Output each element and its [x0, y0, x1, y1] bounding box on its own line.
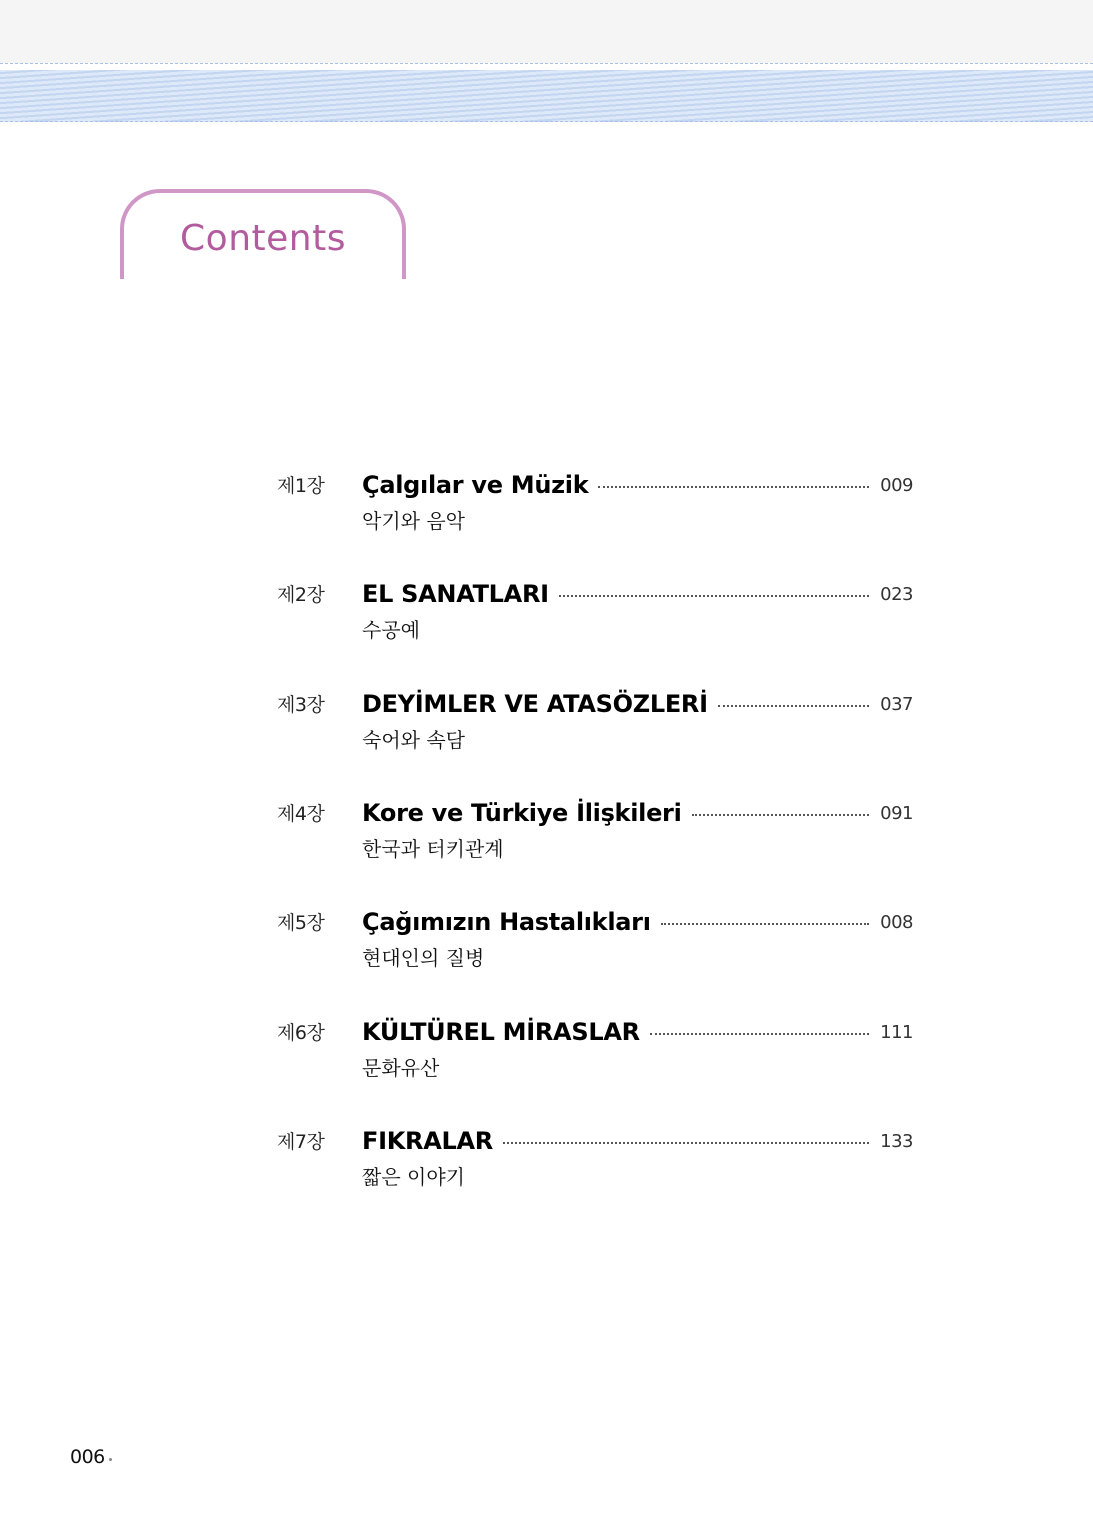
- toc-entry-6[interactable]: [0, 1016, 1093, 1106]
- toc-title-row: [362, 578, 913, 610]
- chapter-title: Çalgılar ve Müzik: [362, 471, 589, 499]
- page-number: 006: [70, 1446, 105, 1468]
- chapter-page-number: 009: [880, 474, 913, 496]
- toc-title-row: [362, 1125, 913, 1157]
- chapter-title: FIKRALAR: [362, 1127, 493, 1155]
- chapter-label: 제3장: [277, 694, 325, 716]
- toc-title-row: [362, 906, 913, 938]
- dot-leader: [661, 923, 869, 925]
- dot-leader: [559, 595, 869, 597]
- chapter-title: DEYİMLER VE ATASÖZLERİ: [362, 690, 708, 718]
- toc-title-row: [362, 688, 913, 720]
- contents-title: Contents: [180, 218, 346, 259]
- dot-leader: [598, 486, 869, 488]
- toc-entry-3[interactable]: [0, 688, 1093, 778]
- chapter-subtitle: 문화유산: [362, 1056, 440, 1080]
- chapter-page-number: 133: [880, 1130, 913, 1152]
- chapter-label: 제4장: [277, 803, 325, 825]
- chapter-label: 제2장: [277, 584, 325, 606]
- chapter-title: EL SANATLARI: [362, 580, 549, 608]
- toc-title-row: [362, 1016, 913, 1048]
- chapter-subtitle: 한국과 터키관계: [362, 837, 504, 861]
- chapter-title: Kore ve Türkiye İlişkileri: [362, 799, 682, 827]
- chapter-title: Çağımızın Hastalıkları: [362, 908, 651, 936]
- chapter-page-number: 111: [880, 1021, 913, 1043]
- chapter-label: 제6장: [277, 1022, 325, 1044]
- chapter-label: 제7장: [277, 1131, 325, 1153]
- dot-leader: [650, 1033, 869, 1035]
- dot-leader: [692, 814, 869, 816]
- chapter-page-number: 091: [880, 802, 913, 824]
- toc-entry-2[interactable]: [0, 578, 1093, 668]
- toc-entry-5[interactable]: [0, 906, 1093, 996]
- toc-title-row: [362, 797, 913, 829]
- toc-entry-1[interactable]: [0, 469, 1093, 559]
- chapter-page-number: 037: [880, 693, 913, 715]
- chapter-page-number: 008: [880, 911, 913, 933]
- dot-leader: [718, 705, 869, 707]
- chapter-label: 제5장: [277, 912, 325, 934]
- chapter-title: KÜLTÜREL MİRASLAR: [362, 1018, 640, 1046]
- toc-entry-7[interactable]: [0, 1125, 1093, 1215]
- toc-title-row: [362, 469, 913, 501]
- dot-leader: [503, 1142, 869, 1144]
- chapter-subtitle: 짧은 이야기: [362, 1165, 465, 1189]
- chapter-page-number: 023: [880, 583, 913, 605]
- chapter-subtitle: 현대인의 질병: [362, 946, 485, 970]
- chapter-subtitle: 수공예: [362, 618, 420, 642]
- toc-entry-4[interactable]: [0, 797, 1093, 887]
- page-number-dot: [109, 1458, 112, 1461]
- chapter-subtitle: 숙어와 속담: [362, 728, 465, 752]
- chapter-label: 제1장: [277, 475, 325, 497]
- chapter-subtitle: 악기와 음악: [362, 509, 465, 533]
